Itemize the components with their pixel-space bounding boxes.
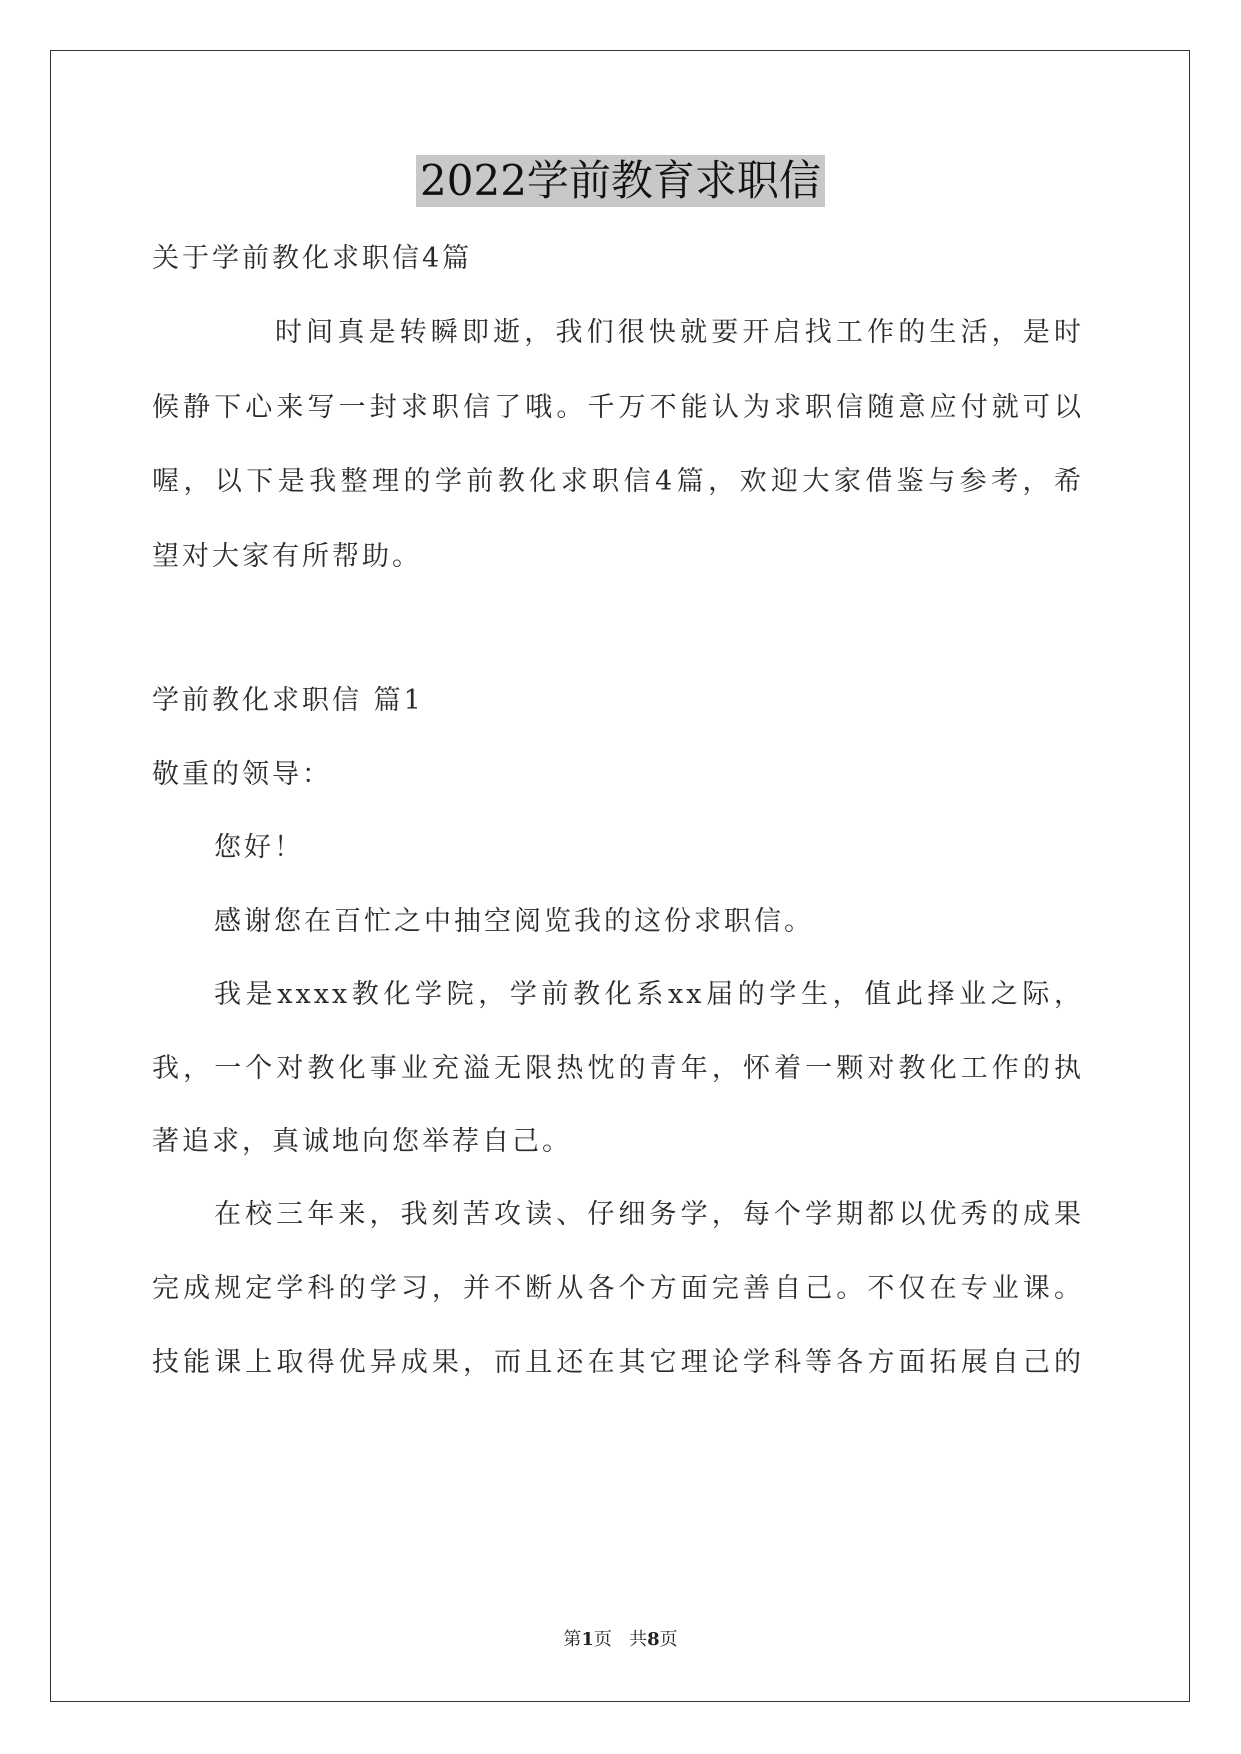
document-title: 2022学前教育求职信 (416, 155, 825, 207)
intro-line-1: 时间真是转瞬即逝，我们很快就要开启找工作的生活，是时 (275, 317, 1084, 348)
para2-line-1: 在校三年来，我刻苦攻读、仔细务学，每个学期都以优秀的成果 (214, 1199, 1084, 1230)
total-pages-number: 8 (647, 1629, 660, 1650)
page-footer (0, 1625, 1241, 1651)
para2-line-3: 技能课上取得优异成果，而且还在其它理论学科等各方面拓展自己的 (152, 1347, 1084, 1378)
footer-prefix: 第 (563, 1629, 582, 1650)
footer-total-suffix: 页 (659, 1629, 678, 1650)
current-page-number: 1 (581, 1629, 594, 1650)
salutation: 敬重的领导： (152, 759, 332, 790)
intro-line-4: 望对大家有所帮助。 (152, 541, 422, 572)
thanks-line: 感谢您在百忙之中抽空阅览我的这份求职信。 (214, 906, 814, 937)
section-heading: 学前教化求职信 篇1 (152, 685, 424, 716)
para1-line-2: 我，一个对教化事业充溢无限热忱的青年，怀着一颗对教化工作的执 (152, 1053, 1084, 1084)
para1-line-1: 我是xxxx教化学院，学前教化系xx届的学生，值此择业之际， (214, 979, 1084, 1010)
greeting: 您好！ (214, 832, 304, 863)
para1-line-3: 著追求，真诚地向您举荐自己。 (152, 1126, 572, 1157)
footer-page-suffix: 页 (593, 1629, 612, 1650)
page-border (50, 50, 1190, 1702)
footer-total-prefix: 共 (629, 1629, 648, 1650)
subtitle: 关于学前教化求职信4篇 (152, 243, 473, 274)
intro-line-3: 喔，以下是我整理的学前教化求职信4篇，欢迎大家借鉴与参考，希 (152, 466, 1084, 497)
para2-line-2: 完成规定学科的学习，并不断从各个方面完善自己。不仅在专业课。 (152, 1273, 1084, 1304)
intro-line-2: 候静下心来写一封求职信了哦。千万不能认为求职信随意应付就可以 (152, 392, 1084, 423)
title-container (0, 155, 1241, 207)
